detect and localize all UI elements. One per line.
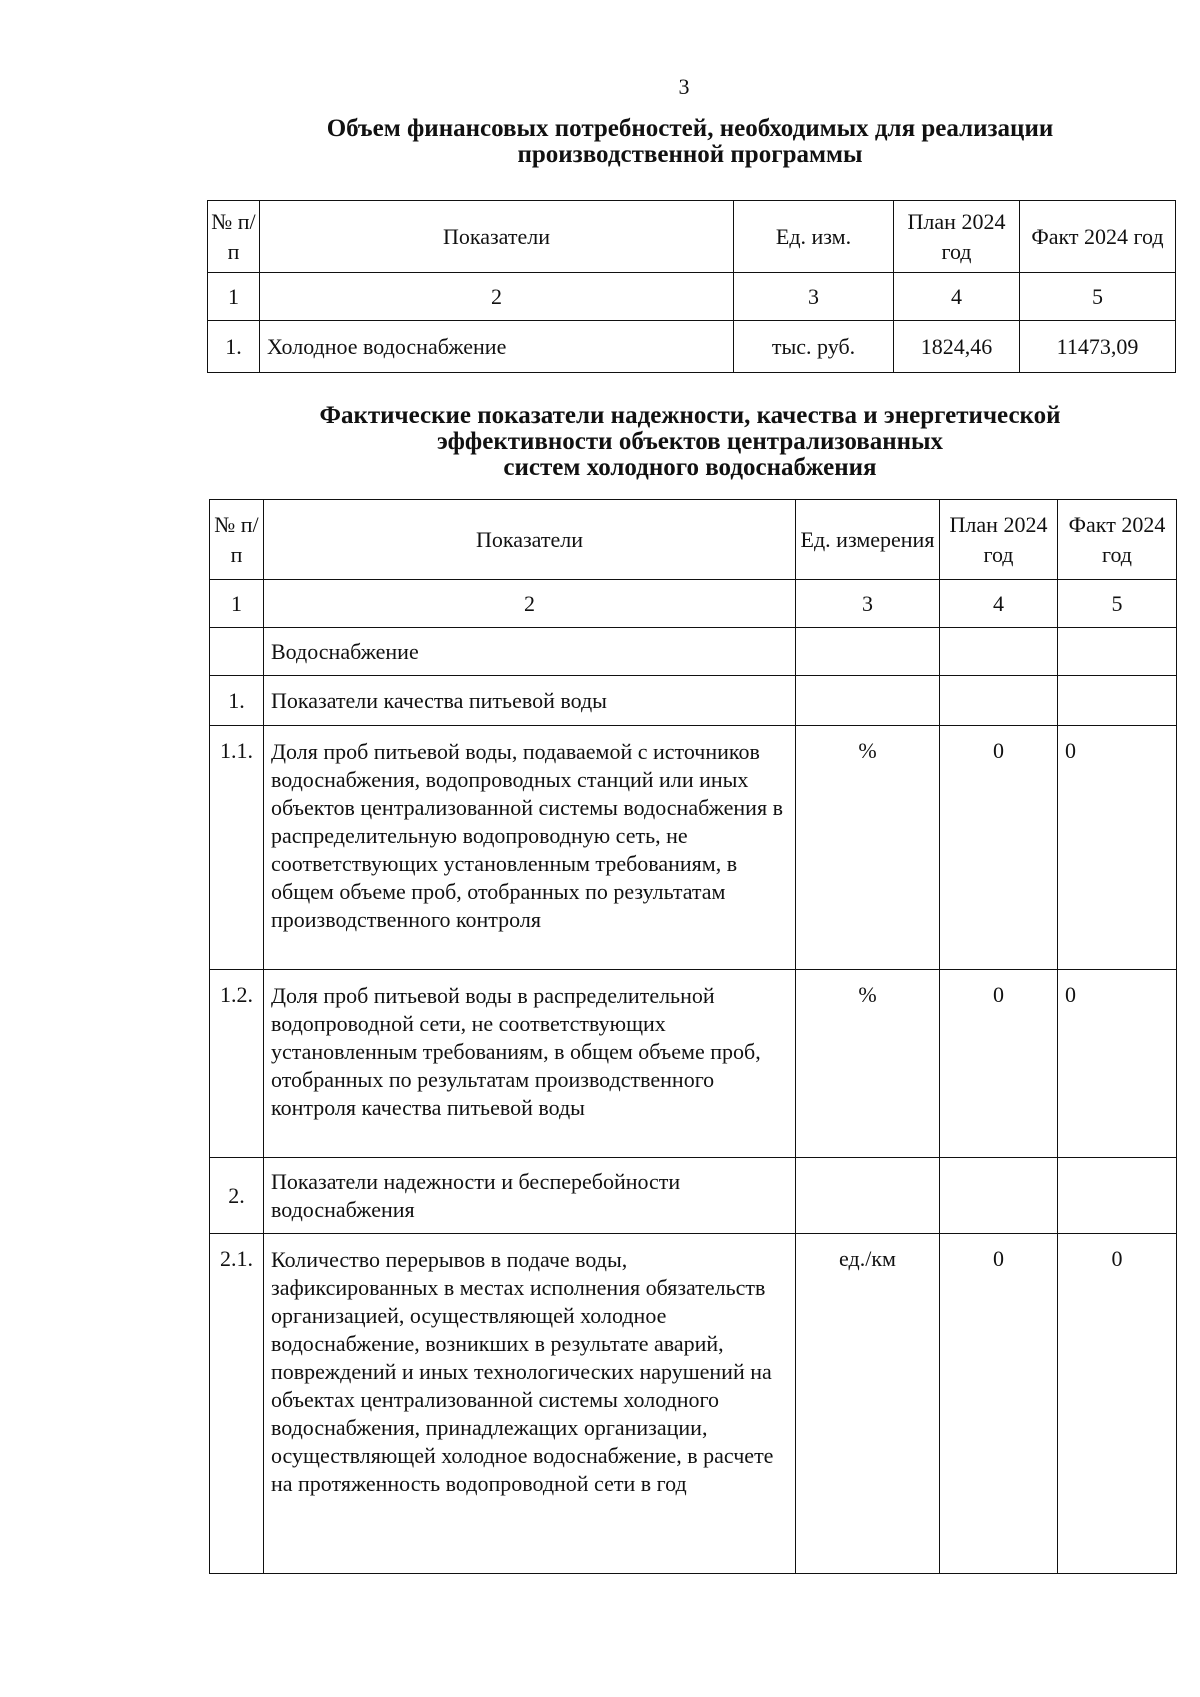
table-row: [208, 321, 1176, 373]
row-unit: %: [796, 726, 940, 970]
row-indicator: Доля проб питьевой воды в распределительной водопроводной сети, не соответствующих установленным требованиям, в общем объеме проб, отобранных по результатам производственного контроля качества питьевой воды: [264, 970, 796, 1158]
row-unit: [796, 676, 940, 726]
row-plan-value: [940, 1158, 1058, 1234]
row-fact-value: 0: [1058, 970, 1177, 1158]
row-indicator: Количество перерывов в подаче воды, зафиксированных в местах исполнения обязательств организацией, осуществляющей холодное водоснабжение, возникших в результате аварий, повреждений и иных технологических нарушений на объектах централизованной системы холодного водоснабжения, принадлежащих организации, осуществляющей холодное водоснабжение, в расчете на протяженность водопроводной сети в год: [264, 1234, 796, 1574]
heading-line: Объем финансовых потребностей, необходимых для реализации: [326, 115, 1054, 142]
row-fact-value: 0: [1058, 1234, 1177, 1574]
header-cell-indicator: Показатели: [264, 500, 796, 580]
header-cell-indicator: Показатели: [260, 201, 734, 273]
column-number-row: [210, 580, 1177, 628]
column-number: 4: [940, 580, 1058, 628]
row-plan-value: 0: [940, 726, 1058, 970]
financial-needs-heading: [200, 116, 1180, 168]
column-number: 3: [796, 580, 940, 628]
row-plan-value: [940, 676, 1058, 726]
heading-line: Фактические показатели надежности, качества и энергетической: [319, 402, 1061, 429]
page-number: 3: [678, 74, 690, 99]
header-cell-number: № п/п: [210, 500, 264, 580]
column-number: 1: [208, 273, 260, 321]
row-number: 1.1.: [210, 726, 264, 970]
reliability-indicators-table: [209, 499, 1177, 1574]
row-fact-value: 0: [1058, 726, 1177, 970]
empty-cell: [1058, 628, 1177, 676]
row-fact-value: 11473,09: [1020, 321, 1176, 373]
column-number: 2: [260, 273, 734, 321]
row-indicator: Холодное водоснабжение: [260, 321, 734, 373]
heading-line: эффективности объектов централизованных: [436, 428, 944, 455]
header-cell-fact: Факт 2024 год: [1020, 201, 1176, 273]
row-number: 1.2.: [210, 970, 264, 1158]
column-number: 3: [734, 273, 894, 321]
header-cell-unit: Ед. изм.: [734, 201, 894, 273]
row-unit: тыс. руб.: [734, 321, 894, 373]
header-cell-plan: План 2024 год: [940, 500, 1058, 580]
row-unit: %: [796, 970, 940, 1158]
column-number: 5: [1058, 580, 1177, 628]
financial-needs-table: [207, 200, 1176, 373]
header-cell-number: № п/п: [208, 201, 260, 273]
empty-cell: [210, 628, 264, 676]
row-plan-value: 1824,46: [894, 321, 1020, 373]
indicators-heading: [200, 403, 1180, 481]
row-number: 2.: [210, 1158, 264, 1234]
empty-cell: [796, 628, 940, 676]
header-row: [208, 201, 1176, 273]
table-row: [210, 1234, 1177, 1574]
row-plan-value: 0: [940, 970, 1058, 1158]
row-unit: ед./км: [796, 1234, 940, 1574]
column-number: 1: [210, 580, 264, 628]
table-row: [210, 970, 1177, 1158]
heading-line: производственной программы: [517, 141, 863, 168]
section-row: [210, 628, 1177, 676]
row-fact-value: [1058, 676, 1177, 726]
row-number: 1.: [210, 676, 264, 726]
table-row: [210, 726, 1177, 970]
column-number: 5: [1020, 273, 1176, 321]
empty-cell: [940, 628, 1058, 676]
column-number: 2: [264, 580, 796, 628]
row-number: 1.: [208, 321, 260, 373]
row-indicator: Показатели качества питьевой воды: [264, 676, 796, 726]
row-indicator: Доля проб питьевой воды, подаваемой с источников водоснабжения, водопроводных станций или иных объектов централизованной системы водоснабжения в распределительную водопроводную сеть, не соответствующих установленным требованиям, в общем объеме проб, отобранных по результатам производственного контроля: [264, 726, 796, 970]
table-row: [210, 1158, 1177, 1234]
row-plan-value: 0: [940, 1234, 1058, 1574]
table-row: [210, 676, 1177, 726]
row-indicator: Показатели надежности и бесперебойности водоснабжения: [264, 1158, 796, 1234]
heading-line: систем холодного водоснабжения: [503, 454, 877, 481]
header-cell-fact: Факт 2024 год: [1058, 500, 1177, 580]
row-number: 2.1.: [210, 1234, 264, 1574]
column-number-row: [208, 273, 1176, 321]
header-row: [210, 500, 1177, 580]
row-unit: [796, 1158, 940, 1234]
header-cell-unit: Ед. измерения: [796, 500, 940, 580]
column-number: 4: [894, 273, 1020, 321]
header-cell-plan: План 2024 год: [894, 201, 1020, 273]
row-fact-value: [1058, 1158, 1177, 1234]
section-title: Водоснабжение: [264, 628, 796, 676]
